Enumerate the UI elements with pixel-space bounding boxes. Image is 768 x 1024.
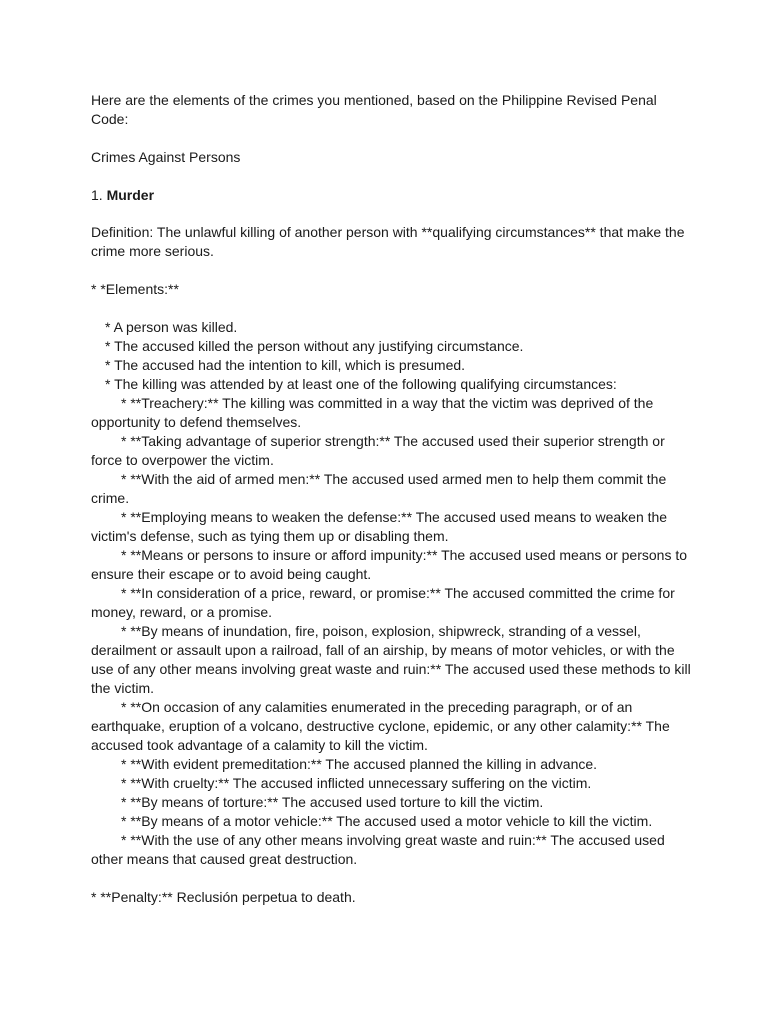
circumstance-item: * **On occasion of any calamities enumerated in the preceding paragraph, or of an earthquake, eruption of a volcano, destructive cyclone, epidemic, or any other calamity:** The accused took advantage of a calamity to kill the victim.	[91, 698, 674, 753]
circumstance-item: * **With the use of any other means involving great waste and ruin:** The accused used other means that caused great destruction.	[91, 831, 669, 867]
spacer	[91, 129, 691, 148]
spacer	[91, 299, 691, 318]
definition-paragraph: Definition: The unlawful killing of another person with **qualifying circumstances** that make the crime more serious.	[91, 224, 689, 260]
spacer	[91, 261, 691, 280]
element-item: * The killing was attended by at least one of the following qualifying circumstances:	[105, 375, 617, 392]
section-heading: Crimes Against Persons	[91, 148, 241, 165]
document-body	[91, 91, 695, 907]
circumstance-item: * **By means of inundation, fire, poison, explosion, shipwreck, stranding of a vessel, derailment or assault upon a railroad, fall of an airship, by means of motor vehicles, or with the use of any other means involving great waste and ruin:** The accused used these methods to kill the victim.	[91, 622, 695, 696]
circumstance-item: * **By means of a motor vehicle:** The accused used a motor vehicle to kill the victim.	[121, 812, 653, 829]
spacer	[91, 167, 691, 186]
circumstance-item: * **Means or persons to insure or afford impunity:** The accused used means or persons to ensure their escape or to avoid being caught.	[91, 546, 691, 582]
spacer	[91, 869, 691, 888]
elements-heading: * *Elements:**	[91, 281, 179, 298]
circumstance-item: * **With cruelty:** The accused inflicted unnecessary suffering on the victim.	[121, 774, 592, 791]
circumstance-item: * **Employing means to weaken the defense:** The accused used means to weaken the victim's defense, such as tying them up or disabling them.	[91, 508, 671, 544]
circumstance-item: * **Taking advantage of superior strength:** The accused used their superior strength or force to overpower the victim.	[91, 432, 669, 468]
circumstance-item: * **With evident premeditation:** The accused planned the killing in advance.	[121, 755, 598, 772]
circumstance-item: * **By means of torture:** The accused used torture to kill the victim.	[121, 793, 544, 810]
item-title: Murder	[106, 186, 155, 203]
spacer	[91, 205, 691, 224]
penalty-line: * **Penalty:** Reclusión perpetua to death.	[91, 888, 356, 905]
intro-paragraph: Here are the elements of the crimes you mentioned, based on the Philippine Revised Penal Code:	[91, 92, 661, 127]
element-item: * A person was killed.	[105, 318, 238, 335]
element-item: * The accused killed the person without any justifying circumstance.	[105, 337, 524, 354]
item-heading	[91, 186, 691, 205]
circumstance-item: * **Treachery:** The killing was committed in a way that the victim was deprived of the opportunity to defend themselves.	[91, 394, 658, 430]
element-item: * The accused had the intention to kill, which is presumed.	[105, 356, 466, 373]
circumstance-item: * **With the aid of armed men:** The accused used armed men to help them commit the crime.	[91, 470, 671, 506]
circumstance-item: * **In consideration of a price, reward, or promise:** The accused committed the crime for money, reward, or a promise.	[91, 584, 679, 620]
item-number: 1.	[91, 186, 107, 203]
